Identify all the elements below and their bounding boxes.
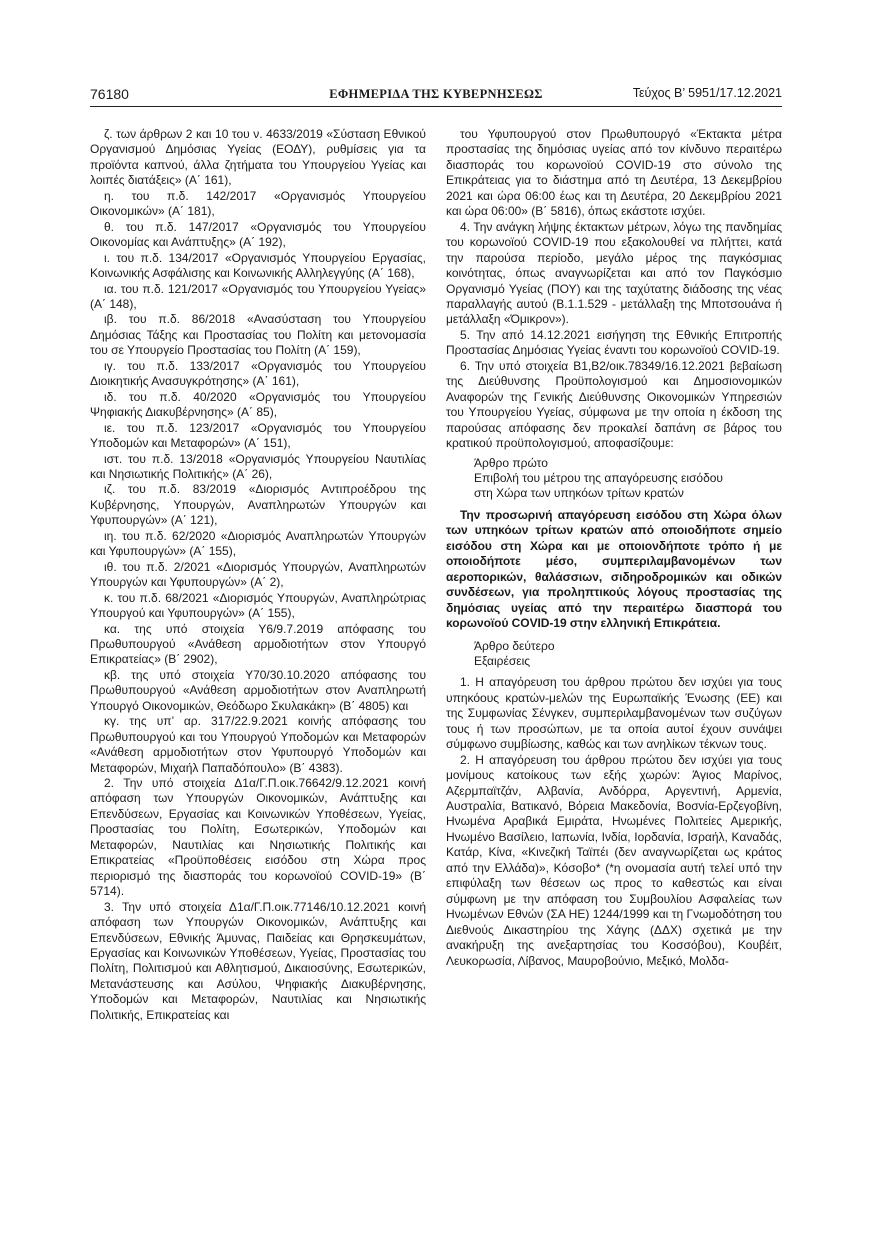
page-number: 76180 bbox=[90, 86, 129, 102]
paragraph: κα. της υπό στοιχεία Υ6/9.7.2019 απόφασης του Πρωθυπουργού «Ανάθεση αρμοδιοτήτων στον Υπουργό Επικρατείας» (Β΄ 2902), bbox=[90, 621, 426, 667]
paragraph: του Υφυπουργού στον Πρωθυπουργό «Έκτακτα μέτρα προστασίας της δημόσιας υγείας από τον κίνδυνο περαιτέρω διασποράς του κορωνοϊού COVID-19 στο σύνολο της Επικράτειας για το διάστημα από τη Δευτέρα, 13 Δεκεμβρίου 2021 και ώρα 06:00 έως και τη Δευτέρα, 20 Δεκεμβρίου 2021 και ώρα 06:00» (Β΄ 5816), όπως εκάστοτε ισχύει. bbox=[446, 127, 782, 219]
article-1-number: Άρθρο πρώτο bbox=[474, 455, 548, 470]
paragraph: ιζ. του π.δ. 83/2019 «Διορισμός Αντιπροέδρου της Κυβέρνησης, Υπουργών, Αναπληρωτών Υπουργών και Υφυπουργών» (Α΄ 121), bbox=[90, 482, 426, 528]
article-2-title: Εξαιρέσεις bbox=[474, 653, 531, 668]
gazette-title: ΕΦΗΜΕΡΙΔΑ ΤΗΣ ΚΥΒΕΡΝΗΣΕΩΣ bbox=[329, 87, 543, 101]
article-1-title-line-2: στη Χώρα των υπηκόων τρίτων κρατών bbox=[474, 486, 684, 501]
paragraph: κ. του π.δ. 68/2021 «Διορισμός Υπουργών, Αναπληρώτριας Υπουργού και Υφυπουργών» (Α΄ 155), bbox=[90, 590, 426, 621]
paragraph: ζ. των άρθρων 2 και 10 του ν. 4633/2019 «Σύσταση Εθνικού Οργανισμού Δημόσιας Υγείας (ΕΟΔΥ), ρυθμίσεις για τα προϊόντα καπνού, άλλα ζητήματα του Υπουργείου Υγείας και λοιπές διατάξεις» (Α΄ 161), bbox=[90, 127, 426, 188]
paragraph: ιη. του π.δ. 62/2020 «Διορισμός Αναπληρωτών Υπουργών και Υφυπουργών» (Α΄ 155), bbox=[90, 528, 426, 559]
right-column bbox=[446, 127, 782, 969]
paragraph: 2. Η απαγόρευση του άρθρου πρώτου δεν ισχύει για τους μονίμους κατοίκους των εξής χωρών: Άγιος Μαρίνος, Αζερμπαϊτζάν, Αλβανία, Ανδόρρα, Αργεντινή, Αρμενία, Αυστραλία, Βατικανό, Βόρεια Μακεδονία, Βοσνία-Ερζεγοβίνη, Ηνωμένα Αραβικά Εμιράτα, Ηνωμένες Πολιτείες Αμερικής, Ηνωμένο Βασίλειο, Ιαπωνία, Ινδία, Ιορδανία, Ισραήλ, Καναδάς, Κατάρ, Κίνα, «Κινεζική Ταϊπέι (δεν αναγνωρίζεται ως κράτος από την Ελλάδα)», Κόσοβο* (*η ονομασία αυτή τελεί υπό την επιφύλαξη των θέσεων ως προς το καθεστώς και είναι σύμφωνη με την απόφαση του Συμβουλίου Ασφαλείας των Ηνωμένων Εθνών (ΣΑ ΗΕ) 1244/1999 και τη Γνωμοδότηση του Διεθνούς Δικαστηρίου της Χάγης (ΔΔΧ) σχετικά με την ανακήρυξη της ανεξαρτησίας του Κοσσόβου), Κουβέιτ, Λευκορωσία, Λίβανος, Μαυροβούνιο, Μεξικό, Μολδα- bbox=[446, 752, 782, 968]
header-rule bbox=[90, 106, 782, 107]
paragraph: 1. Η απαγόρευση του άρθρου πρώτου δεν ισχύει για τους υπηκόους κρατών-μελών της Ευρωπαϊκής Ένωσης (ΕΕ) και της Συμφωνίας Σένγκεν, συμπεριλαμβανομένων των συζύγων τους ή των προσώπων, με τα οποία αυτοί έχουν συνάψει σύμφωνο συμβίωσης, καθώς και των ανηλίκων τέκνων τους. bbox=[446, 675, 782, 752]
paragraph: ιβ. του π.δ. 86/2018 «Ανασύσταση του Υπουργείου Δημόσιας Τάξης και Προστασίας του Πολίτη και μετονομασία του σε Υπουργείο Προστασίας του Πολίτη (Α΄ 159), bbox=[90, 312, 426, 358]
paragraph: 2. Την υπό στοιχεία Δ1α/Γ.Π.οικ.76642/9.12.2021 κοινή απόφαση των Υπουργών Οικονομικών, Ανάπτυξης και Επενδύσεων, Εργασίας και Κοινωνικών Υποθέσεων, Υγείας, Προστασίας του Πολίτη, Εσωτερικών, Υποδομών και Μεταφορών, Ναυτιλίας και Νησιωτικής Πολιτικής και Επικρατείας «Προϋποθέσεις εισόδου στη Χώρα προς περιορισμό της διασποράς του κορωνοϊού COVID-19» (Β΄ 5714). bbox=[90, 776, 426, 899]
paragraph: κγ. της υπ’ αρ. 317/22.9.2021 κοινής απόφασης του Πρωθυπουργού και του Υπουργού Υποδομών και Μεταφορών «Ανάθεση αρμοδιοτήτων στον Υφυπουργό Υποδομών και Μεταφορών, Μιχαήλ Παπαδόπουλο» (Β΄ 4383). bbox=[90, 714, 426, 775]
paragraph: κβ. της υπό στοιχεία Υ70/30.10.2020 απόφασης του Πρωθυπουργού «Ανάθεση αρμοδιοτήτων στον Αναπληρωτή Υπουργό Οικονομικών, Θεόδωρο Σκυλακάκη» (Β΄ 4805) και bbox=[90, 667, 426, 713]
article-1-body: Την προσωρινή απαγόρευση εισόδου στη Χώρα όλων των υπηκόων τρίτων κρατών από οποιοδήποτε σημείο εισόδου στη Χώρα και με οποιονδήποτε τρόπο ή με οποιοδήποτε μέσο, συμπεριλαμβανομένων των αεροπορικών, θαλάσσιων, σιδηροδρομικών και οδικών συνδέσεων, για προληπτικούς λόγους προστασίας της δημόσιας υγείας από την περαιτέρω διασπορά του κορωνοϊού COVID-19 στην ελληνική Επικράτεια. bbox=[446, 507, 782, 631]
paragraph: ιε. του π.δ. 123/2017 «Οργανισμός του Υπουργείου Υποδομών και Μεταφορών» (Α΄ 151), bbox=[90, 420, 426, 451]
paragraph: ι. του π.δ. 134/2017 «Οργανισμός Υπουργείου Εργασίας, Κοινωνικής Ασφάλισης και Κοινωνικής Αλληλεγγύης (Α΄ 168), bbox=[90, 250, 426, 281]
paragraph: ιδ. του π.δ. 40/2020 «Οργανισμός του Υπουργείου Ψηφιακής Διακυβέρνησης» (Α΄ 85), bbox=[90, 389, 426, 420]
left-column bbox=[90, 127, 426, 1023]
paragraph: 5. Την από 14.12.2021 εισήγηση της Εθνικής Επιτροπής Προστασίας Δημόσιας Υγείας έναντι του κορωνοϊού COVID-19. bbox=[446, 327, 782, 358]
issue-number: Τεύχος Β’ 5951/17.12.2021 bbox=[632, 86, 782, 100]
paragraph: η. του π.δ. 142/2017 «Οργανισμός Υπουργείου Οικονομικών» (Α΄ 181), bbox=[90, 188, 426, 219]
paragraph: ια. του π.δ. 121/2017 «Οργανισμός του Υπουργείου Υγείας» (Α΄ 148), bbox=[90, 281, 426, 311]
paragraph: 6. Την υπό στοιχεία Β1,Β2/οικ.78349/16.12.2021 βεβαίωση της Διεύθυνσης Προϋπολογισμού και Δημοσιονομικών Αναφορών της Γενικής Διεύθυνσης Οικονομικών Υπηρεσιών του Υπουργείου Υγείας, σύμφωνα με την οποία η έκδοση της παρούσας απόφασης δεν προκαλεί δαπάνη σε βάρος του κρατικού προϋπολογισμού, αποφασίζουμε: bbox=[446, 358, 782, 451]
paragraph: 3. Την υπό στοιχεία Δ1α/Γ.Π.οικ.77146/10.12.2021 κοινή απόφαση των Υπουργών Οικονομικών, Ανάπτυξης και Επενδύσεων, Εθνικής Άμυνας, Παιδείας και Θρησκευμάτων, Εργασίας και Κοινωνικών Υποθέσεων, Υγείας, Προστασίας του Πολίτη, Πολιτισμού και Αθλητισμού, Δικαιοσύνης, Εσωτερικών, Μετανάστευσης και Ασύλου, Ψηφιακής Διακυβέρνησης, Υποδομών και Μεταφορών, Ναυτιλίας και Νησιωτικής Πολιτικής, Επικρατείας και bbox=[90, 899, 426, 1022]
paragraph: 4. Την ανάγκη λήψης έκτακτων μέτρων, λόγω της πανδημίας του κορωνοϊού COVID-19 που εξακολουθεί να πλήττει, κατά την παρούσα περίοδο, μεγάλο μέρος της παγκόσμιας κοινότητας, όπως αναγνωρίζεται και από τον Παγκόσμιο Οργανισμό Υγείας (ΠΟΥ) και της ταχύτατης διάδοσης της νέας παραλλαγής αυτού (Β.1.1.529 - μετάλλαξη της Μποτσουάνα ή μετάλλαξη «Όμικρον»). bbox=[446, 219, 782, 327]
paragraph: ιγ. του π.δ. 133/2017 «Οργανισμός του Υπουργείου Διοικητικής Ανασυγκρότησης» (Α΄ 161), bbox=[90, 358, 426, 389]
paragraph: ιθ. του π.δ. 2/2021 «Διορισμός Υπουργών, Αναπληρωτών Υπουργών και Υφυπουργών» (Α΄ 2), bbox=[90, 559, 426, 590]
article-1-title-line-1: Επιβολή του μέτρου της απαγόρευσης εισόδου bbox=[474, 470, 723, 485]
article-2-number: Άρθρο δεύτερο bbox=[474, 638, 555, 653]
paragraph: θ. του π.δ. 147/2017 «Οργανισμός του Υπουργείου Οικονομίας και Ανάπτυξης» (Α΄ 192), bbox=[90, 219, 426, 250]
page-header bbox=[90, 86, 782, 106]
paragraph: ιστ. του π.δ. 13/2018 «Οργανισμός Υπουργείου Ναυτιλίας και Νησιωτικής Πολιτικής» (Α΄ 26), bbox=[90, 451, 426, 481]
